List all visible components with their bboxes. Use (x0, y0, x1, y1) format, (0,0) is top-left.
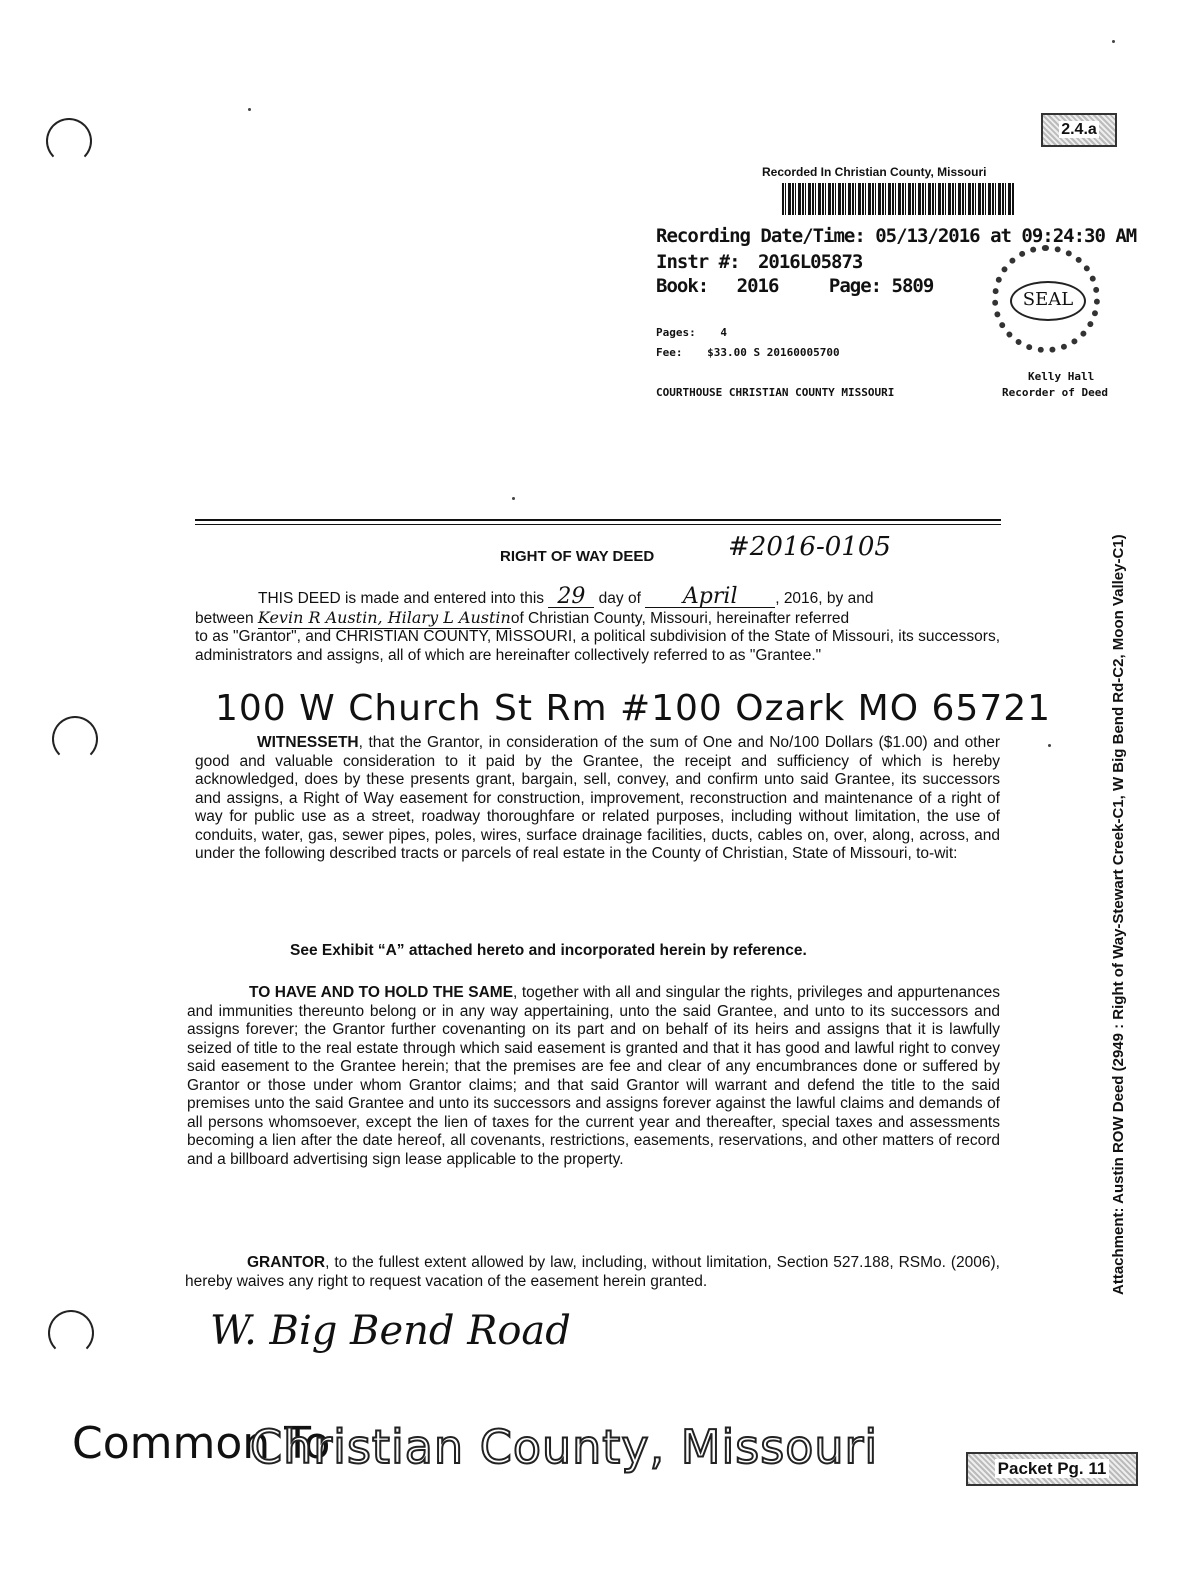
pages-line (656, 326, 727, 339)
recorder-name: Kelly Hall (1028, 370, 1095, 383)
page-label: Page: (828, 275, 882, 297)
courthouse-label: COURTHOUSE CHRISTIAN COUNTY MISSOURI (656, 386, 895, 399)
habendum-paragraph (187, 984, 1000, 1169)
recording-date: 05/13/2016 (875, 225, 980, 247)
intro-text: day of (598, 590, 641, 607)
packet-page-number: Packet Pg. 11 (995, 1459, 1110, 1478)
instrument-number (656, 251, 862, 273)
agenda-item-badge (1041, 113, 1117, 147)
intro-text: , 2016, by and (775, 590, 874, 607)
book-value: 2016 (736, 275, 779, 297)
page-value: 5809 (891, 275, 934, 297)
exhibit-reference: See Exhibit “A” attached hereto and incorporated herein by reference. (290, 942, 807, 959)
habendum-lead: TO HAVE AND TO HOLD THE SAME (249, 984, 514, 1001)
recording-datetime-label: Recording Date/Time: (656, 225, 865, 247)
binder-hole-bottom (48, 1310, 94, 1356)
handwritten-road-name: W. Big Bend Road (210, 1308, 571, 1354)
recording-datetime (656, 225, 1136, 247)
agenda-item-number: 2.4.a (1061, 121, 1097, 138)
waiver-lead: GRANTOR (247, 1254, 326, 1271)
fee-line (656, 346, 840, 359)
fee-label: Fee: (656, 346, 683, 359)
binder-hole-top (46, 118, 92, 164)
recording-time: 09:24:30 AM (1021, 225, 1137, 247)
scan-speck (512, 497, 515, 500)
scan-speck (1048, 744, 1051, 747)
handwritten-common-to: Common To (72, 1418, 331, 1469)
waiver-text: , to the fullest extent allowed by law, including, without limitation, Section 527.188, RSMo. (2006), hereby waives any right to request vacation of the easement herein granted. (185, 1254, 1000, 1290)
side-attachment-label: Attachment: Austin ROW Deed (2949 : Right of Way-Stewart Creek-C1, W Big Bend Rd-C2, Moon Valley-C1) (1110, 534, 1127, 1295)
book-label: Book: (656, 275, 709, 297)
instr-label: Instr #: (656, 251, 740, 273)
deed-title: RIGHT OF WAY DEED (500, 548, 655, 565)
intro-paragraph-rest: to as "Grantor", and CHRISTIAN COUNTY, MISSOURI, a political subdivision of the State of Missouri, its successors, administrators and assigns, all of which are hereinafter collectively referred to as "Grantee." (195, 628, 1000, 664)
waiver-paragraph (185, 1254, 1000, 1291)
recording-at: at (990, 225, 1011, 247)
handwritten-deed-number: #2016-0105 (728, 532, 891, 562)
habendum-text: , together with all and singular the rights, privileges and appurtenances and immunities thereunto belong or in any way appertaining, unto the said Grantee, and unto to its successors and assigns forever; the Grantor further covenanting on its part and on behalf of its heirs and assigns that it is lawfully seized of title to the real estate through which said easement is granted and that it has good and lawful right to convey said easement to the Grantee herein; that the premises are fee and clear of any encumbrances done or suffered by Grantor or those under whom Grantor claims; and that said Grantor will warrant and defend the title to the said premises unto the said Grantee and unto its successors and assigns forever against the lawful claims and demands of all persons whomsoever, except the lien of taxes for the current year and thereafter, special taxes and assessments becoming a lien after the date hereof, all covenants, restrictions, easements, reservations, and other matters of record and a billboard advertising sign lease applicable to the property. (187, 984, 1000, 1168)
handwritten-grantee-address: 100 W Church St Rm #100 Ozark MO 65721 (215, 688, 1052, 729)
barcode (782, 183, 1014, 215)
packet-page-badge (966, 1452, 1138, 1486)
book-page (656, 275, 933, 297)
witnesseth-lead: WITNESSETH (257, 734, 359, 751)
pages-label: Pages: (656, 326, 696, 339)
separator-rule (195, 519, 1001, 521)
handwritten-day: 29 (548, 588, 594, 608)
intro-text: THIS DEED is made and entered into this (258, 590, 545, 607)
handwritten-grantor-names: Kevin R Austin, Hilary L Austin (257, 608, 511, 627)
instr-value: 2016L05873 (757, 251, 863, 273)
scan-speck (1112, 40, 1115, 43)
recorder-title: Recorder of Deed (1002, 386, 1108, 399)
intro-text: between (195, 610, 254, 627)
footer-county-name: Christian County, Missouri (250, 1420, 879, 1474)
intro-text: of Christian County, Missouri, hereinafter referred (510, 610, 850, 627)
handwritten-month: April (645, 588, 775, 608)
seal-center: SEAL (1010, 281, 1086, 321)
binder-hole-middle (52, 716, 98, 762)
intro-line-1 (258, 584, 1000, 609)
recorder-seal (992, 245, 1100, 353)
pages-value: 4 (720, 326, 727, 339)
intro-line-2 (195, 609, 1000, 629)
witnesseth-paragraph (195, 734, 1000, 864)
recording-heading: Recorded In Christian County, Missouri (762, 165, 987, 179)
scan-speck (248, 108, 251, 111)
witnesseth-text: , that the Grantor, in consideration of the sum of One and No/100 Dollars ($1.00) and other good and valuable consideration to it paid by the Grantee, the receipt and sufficiency of which is hereby acknowledged, does by these presents grant, bargain, sell, convey, and confirm unto said Grantee, its successors and assigns, a Right of Way easement for construction, improvement, reconstruction and maintenance of a right of way for public use as a street, roadway thoroughfare or related purposes, including without limitation, the use of conduits, water, gas, sewer pipes, poles, wires, surface drainage facilities, ducts, cables on, over, along, across, and under the following described tracts or parcels of real estate in the County of Christian, State of Missouri, to-wit: (195, 734, 1000, 862)
separator-rule (195, 524, 1001, 525)
fee-value: $33.00 S 20160005700 (707, 346, 840, 359)
